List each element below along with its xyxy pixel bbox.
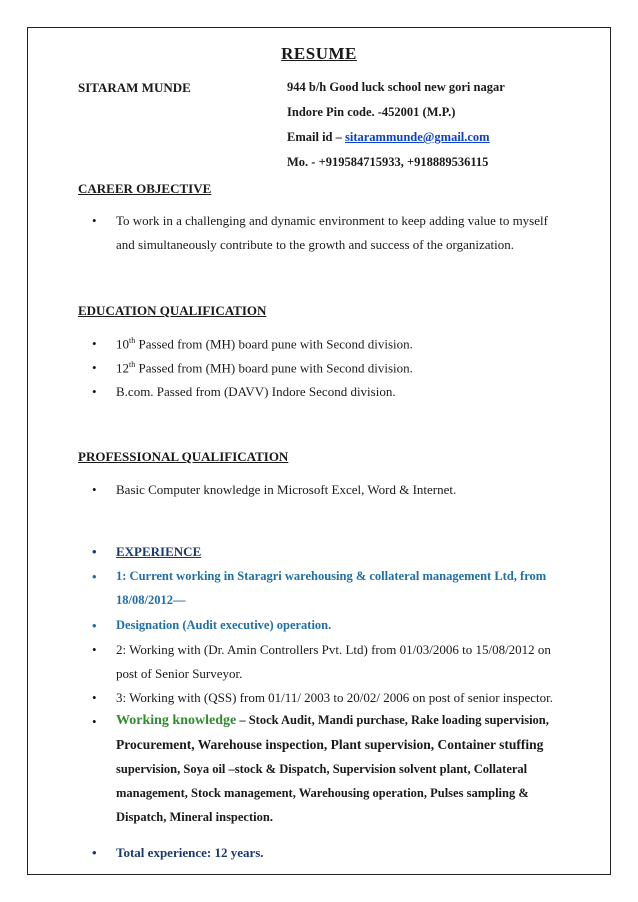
email-label: Email id – (287, 130, 345, 144)
email-link[interactable]: sitarammunde@gmail.com (345, 130, 490, 144)
bullet-icon: • (92, 642, 97, 657)
candidate-name: SITARAM MUNDE (78, 80, 191, 95)
designation-line: Designation (Audit executive) operation. (116, 618, 332, 632)
education-item-1: 10th Passed from (MH) board pune with Second division. (116, 336, 413, 352)
career-line-2: and simultaneously contribute to the growth and success of the organization. (116, 237, 514, 252)
bullet-icon: • (92, 690, 97, 705)
bullet-icon: • (92, 845, 97, 860)
experience-item-2-line-2: post of Senior Surveyor. (116, 666, 243, 681)
pin-line: Indore Pin code. -452001 (M.P.) (287, 105, 456, 119)
career-line-1: To work in a challenging and dynamic environment to keep adding value to myself (116, 213, 548, 228)
mobile-line: Mo. - +919584715933, +918889536115 (287, 155, 489, 169)
bullet-icon: • (92, 714, 97, 729)
resume-title: RESUME (281, 44, 357, 63)
professional-heading: PROFESSIONAL QUALIFICATION (78, 449, 289, 464)
working-knowledge-line-2: Procurement, Warehouse inspection, Plant supervision, Container stuffing (116, 737, 544, 752)
email-line (287, 130, 490, 145)
bullet-icon: • (92, 213, 97, 228)
bullet-icon: • (92, 618, 97, 633)
education-heading: EDUCATION QUALIFICATION (78, 303, 267, 318)
bullet-icon: • (92, 360, 97, 375)
total-experience: Total experience: 12 years. (116, 845, 264, 860)
career-objective-heading: CAREER OBJECTIVE (78, 181, 212, 196)
working-knowledge-label: Working knowledge (116, 713, 237, 728)
working-knowledge-line-4: management, Stock management, Warehousing operation, Pulses sampling & (116, 786, 529, 800)
working-knowledge-line-3: supervision, Soya oil –stock & Dispatch, Supervision solvent plant, Collateral (116, 762, 528, 776)
experience-item-3: 3: Working with (QSS) from 01/11/ 2003 to 20/02/ 2006 on post of senior inspector. (116, 690, 553, 705)
bullet-icon: • (92, 336, 97, 351)
education-item-3: B.com. Passed from (DAVV) Indore Second division. (116, 384, 396, 399)
experience-item-1-line-1: 1: Current working in Staragri warehousing & collateral management Ltd, from (116, 569, 547, 583)
bullet-icon: • (92, 569, 97, 584)
address-line: 944 b/h Good luck school new gori nagar (287, 80, 505, 94)
working-knowledge-line-1: Working knowledge – Stock Audit, Mandi purchase, Rake loading supervision, (116, 713, 549, 728)
experience-item-1-line-2: 18/08/2012— (116, 593, 186, 607)
bullet-icon: • (92, 544, 97, 559)
education-item-2: 12th Passed from (MH) board pune with Second division. (116, 360, 413, 376)
professional-item-1: Basic Computer knowledge in Microsoft Excel, Word & Internet. (116, 482, 457, 497)
experience-heading: EXPERIENCE (116, 544, 202, 559)
bullet-icon: • (92, 384, 97, 399)
working-knowledge-line-5: Dispatch, Mineral inspection. (116, 810, 273, 824)
bullet-icon: • (92, 482, 97, 497)
experience-item-2-line-1: 2: Working with (Dr. Amin Controllers Pvt. Ltd) from 01/03/2006 to 15/08/2012 on (116, 642, 551, 657)
